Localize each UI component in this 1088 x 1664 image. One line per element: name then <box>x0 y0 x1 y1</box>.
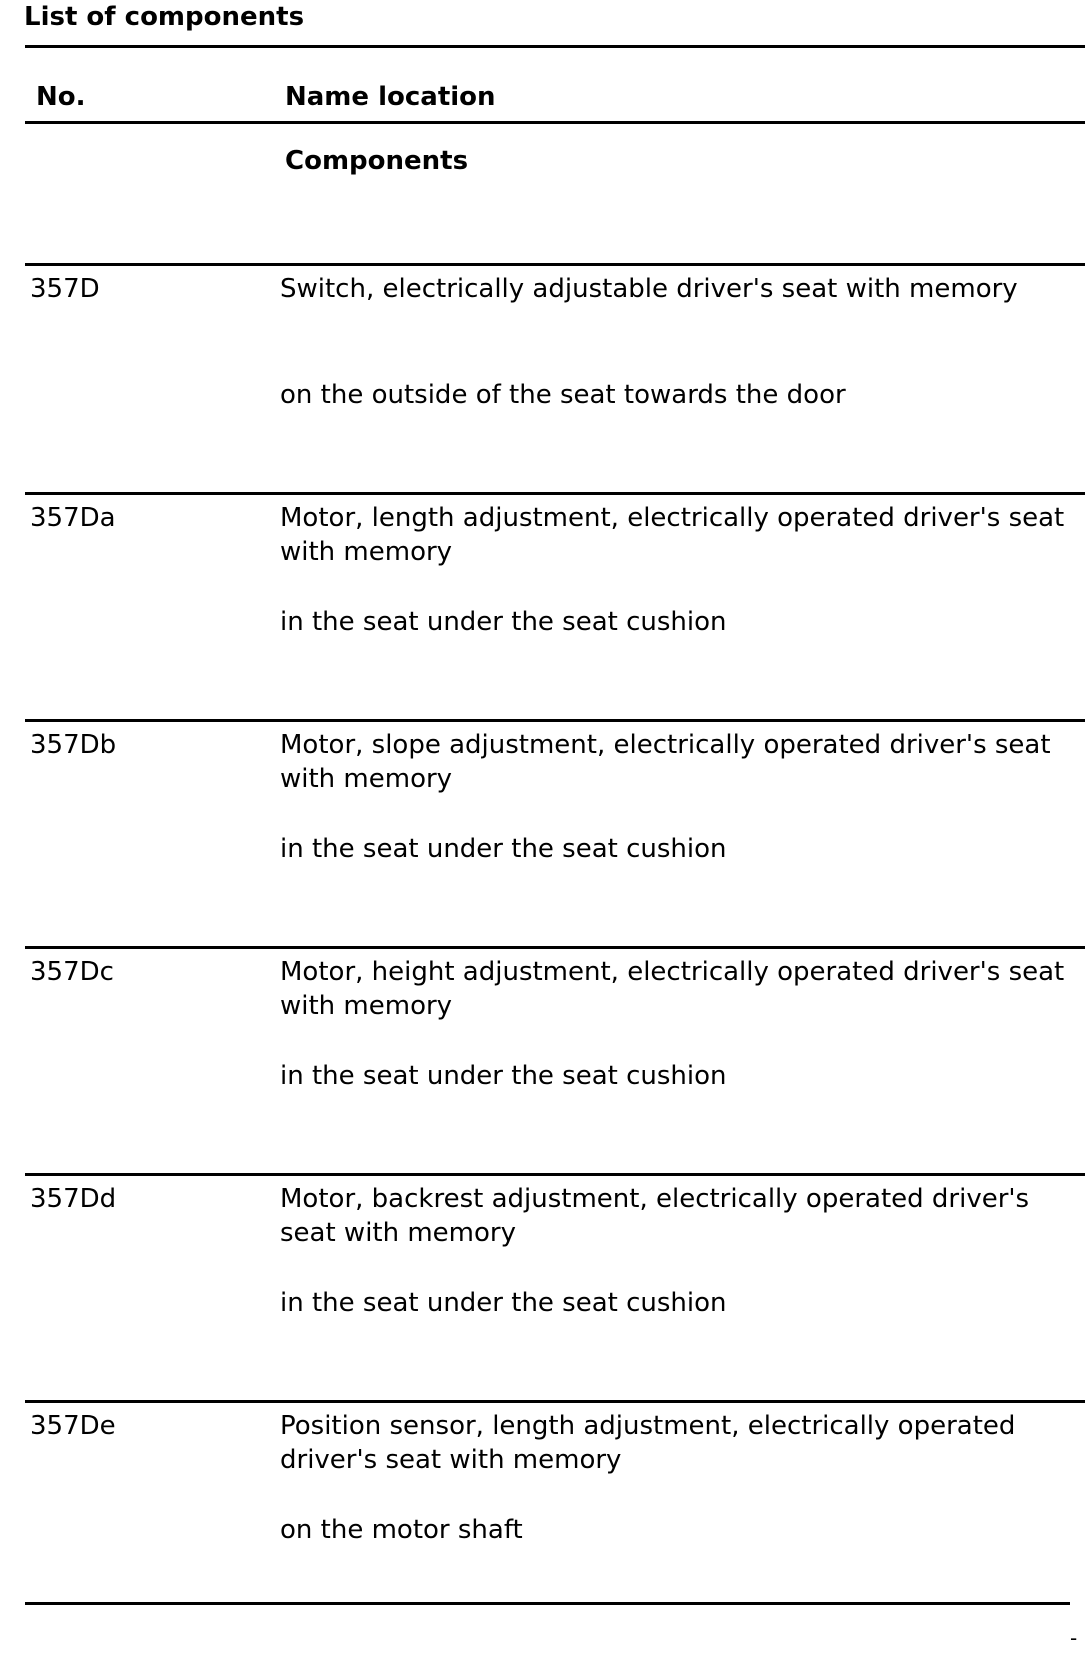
component-number: 357Dc <box>30 957 114 987</box>
component-number: 357Dd <box>30 1184 117 1214</box>
component-number: 357Da <box>30 503 116 533</box>
row-divider <box>25 263 1085 266</box>
component-location: in the seat under the seat cushion <box>280 1061 727 1091</box>
page-title: List of components <box>24 2 305 32</box>
row-divider <box>25 492 1085 495</box>
row-divider <box>25 946 1085 949</box>
component-name: Motor, length adjustment, electrically operated driver's seat with memory <box>280 503 1065 567</box>
row-divider <box>25 1400 1085 1403</box>
component-name: Motor, backrest adjustment, electrically operated driver's seat with memory <box>280 1184 1030 1248</box>
section-label-components: Components <box>285 146 469 176</box>
table-bottom-divider <box>25 1602 1070 1605</box>
component-location: in the seat under the seat cushion <box>280 834 727 864</box>
component-number: 357Db <box>30 730 117 760</box>
component-name: Motor, slope adjustment, electrically operated driver's seat with memory <box>280 730 1051 794</box>
component-location: in the seat under the seat cushion <box>280 607 727 637</box>
row-divider <box>25 719 1085 722</box>
row-divider <box>25 1173 1085 1176</box>
component-number: 357D <box>30 274 100 304</box>
component-location: on the outside of the seat towards the door <box>280 380 846 410</box>
column-header-name-location: Name location <box>285 82 496 112</box>
component-name: Motor, height adjustment, electrically operated driver's seat with memory <box>280 957 1065 1021</box>
component-name: Position sensor, length adjustment, electrically operated driver's seat with memory <box>280 1411 1016 1475</box>
component-location: on the motor shaft <box>280 1515 523 1545</box>
component-name: Switch, electrically adjustable driver's seat with memory <box>280 274 1018 304</box>
component-location: in the seat under the seat cushion <box>280 1288 727 1318</box>
header-divider <box>25 121 1085 124</box>
continuation-mark: - <box>1070 1626 1078 1650</box>
column-header-no: No. <box>36 82 86 112</box>
title-divider <box>25 45 1085 48</box>
component-number: 357De <box>30 1411 116 1441</box>
